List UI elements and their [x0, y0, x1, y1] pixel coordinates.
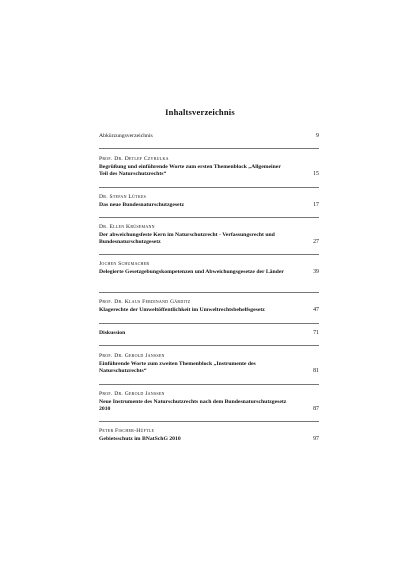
separator: [99, 292, 319, 293]
toc-entry-author: Dr. Ellen Krüsemann: [99, 224, 155, 230]
toc-entry-luetkes[interactable]: [99, 194, 319, 209]
toc-entry-abkuerzungsverzeichnis[interactable]: [99, 133, 319, 140]
toc-entry-author: Prof. Dr. Gerold Janssen: [99, 353, 165, 359]
toc-entry-page: 15: [313, 171, 319, 178]
toc-entry-page: 81: [313, 368, 319, 375]
toc-entry-author: Prof. Dr. Klaus Ferdinand Gärditz: [99, 299, 191, 305]
toc-entry-author: Prof. Dr. Detlef Czybulka: [99, 156, 169, 162]
toc-entry-title: Einführende Worte zum zweiten Themenblock „Instrumente des Naturschutzrechts“: [99, 361, 256, 375]
toc-entry-title: Gebietsschutz im BNatSchG 2010: [99, 436, 181, 442]
toc-entry-author: Peter Fischer-Hüftle: [99, 428, 155, 434]
toc-entry-author: Prof. Dr. Gerold Janssen: [99, 391, 165, 397]
toc-entry-title: Klagerechte der Umweltöffentlichkeit im Umweltrechtsbehelfsgesetz: [99, 307, 265, 313]
separator: [99, 421, 319, 422]
toc-entry-kruesemann[interactable]: [99, 224, 319, 247]
toc-entry-page: 27: [313, 239, 319, 246]
toc-entry-title: Diskussion: [99, 330, 126, 336]
separator: [99, 187, 319, 188]
toc-entry-gaerditz[interactable]: [99, 299, 319, 314]
toc-entry-title: Neue Instrumente des Naturschutzrechts nach dem Bundesnaturschutzgesetz 2010: [99, 399, 287, 413]
separator: [99, 148, 319, 149]
toc-entry-diskussion[interactable]: [99, 330, 319, 337]
toc-entry-janssen-1[interactable]: [99, 353, 319, 376]
separator: [99, 217, 319, 218]
separator: [99, 254, 319, 255]
toc-entry-title: Das neue Bundesnaturschutzgesetz: [99, 202, 184, 208]
toc-entry-title: Delegierte Gesetzgebungskompetenzen und Abweichungsgesetze der Länder: [99, 269, 284, 275]
toc-entry-janssen-2[interactable]: [99, 391, 319, 414]
page-title: Inhaltsverzeichnis: [165, 107, 235, 117]
toc-entry-fischer-hueftle[interactable]: [99, 428, 319, 443]
separator: [99, 323, 319, 324]
toc-entry-page: 9: [316, 133, 319, 139]
toc-entry-page: 71: [313, 330, 319, 336]
toc-entry-title: Begrüßung und einführende Worte zum ersten Themenblock „Allgemeiner Teil des Naturschutzrechts“: [99, 164, 281, 178]
toc-entry-page: 87: [313, 406, 319, 413]
toc-entry-page: 39: [313, 269, 319, 275]
separator: [99, 345, 319, 346]
toc-entry-page: 97: [313, 436, 319, 442]
toc-entry-author: Jochen Schumacher: [99, 261, 150, 267]
toc-entry-title: Abkürzungsverzeichnis: [99, 133, 153, 139]
toc-entry-author: Dr. Stefan Lütkes: [99, 194, 147, 200]
separator: [99, 384, 319, 385]
toc-entry-page: 47: [313, 307, 319, 313]
toc-entry-schumacher[interactable]: [99, 261, 319, 276]
toc-entry-page: 17: [313, 202, 319, 208]
toc-entry-czybulka[interactable]: [99, 156, 319, 179]
toc-entry-title: Der abweichungsfeste Kern im Naturschutzrecht - Verfassungsrecht und Bundesnaturschutzgesetz: [99, 232, 275, 246]
